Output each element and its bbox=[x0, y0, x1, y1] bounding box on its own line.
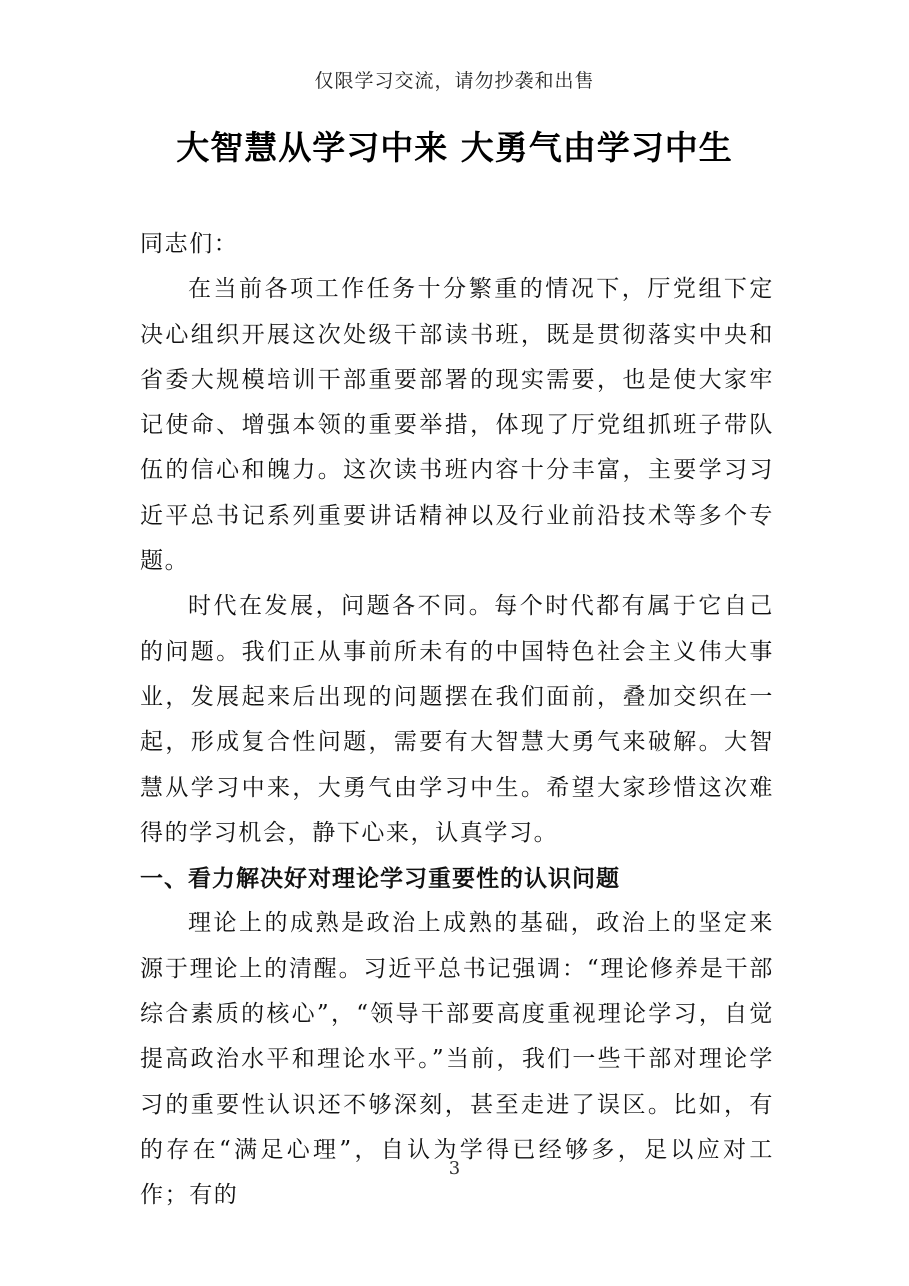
salutation: 同志们： bbox=[140, 231, 239, 257]
body-text bbox=[140, 222, 774, 1219]
page-number: 3 bbox=[448, 1158, 461, 1179]
header-note: 仅限学习交流，请勿抄袭和出售 bbox=[314, 70, 595, 92]
paragraph-2: 时代在发展，问题各不同。每个时代都有属于它自己的问题。我们正从事前所未有的中国特色社会主义伟大事业，发展起来后出现的问题摆在我们面前，叠加交织在一起，形成复合性问题，需要有大智慧大勇气来破解。大智慧从学习中来，大勇气由学习中生。希望大家珍惜这次难得的学习机会，静下心来，认真学习。 bbox=[140, 593, 774, 846]
page-title: 大智慧从学习中来 大勇气由学习中生 bbox=[176, 128, 733, 167]
section-heading: 一、看力解决好对理论学习重要性的认识问题 bbox=[140, 865, 620, 893]
paragraph-1: 在当前各项工作任务十分繁重的情况下，厅党组下定决心组织开展这次处级干部读书班，既是贯彻落实中央和省委大规模培训干部重要部署的现实需要，也是使大家牢记使命、增强本领的重要举措，体现了厅党组抓班子带队伍的信心和魄力。这次读书班内容十分丰富，主要学习习近平总书记系列重要讲话精神以及行业前沿技术等多个专题。 bbox=[140, 276, 774, 575]
section-paragraph: 理论上的成熟是政治上成熟的基础，政治上的坚定来源于理论上的清醒。习近平总书记强调：“理论修养是干部综合素质的核心”，“领导干部要高度重视理论学习，自觉提高政治水平和理论水平。”当前，我们一些干部对理论学习的重要性认识还不够深刻，甚至走进了误区。比如，有的存在“满足心理”，自认为学得已经够多，足以应对工作；有的 bbox=[140, 910, 774, 1209]
